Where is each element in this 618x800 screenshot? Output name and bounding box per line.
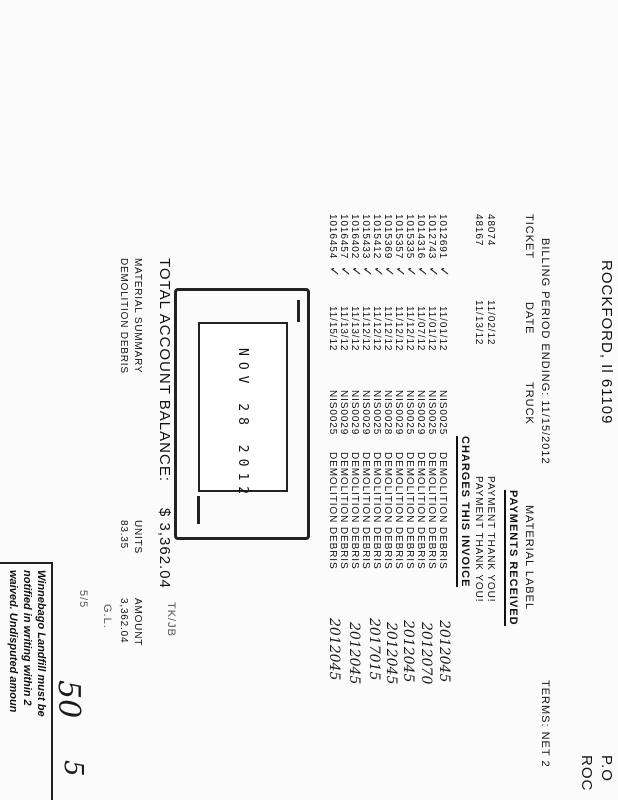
- charge-material: DEMOLITION DEBRIS: [415, 452, 426, 570]
- charge-truck: NIS0029: [393, 390, 404, 436]
- charge-material: DEMOLITION DEBRIS: [371, 452, 382, 570]
- handwritten-note: 2012045: [400, 620, 416, 683]
- charge-material: DEMOLITION DEBRIS: [349, 452, 360, 570]
- charge-material: DEMOLITION DEBRIS: [382, 452, 393, 570]
- billing-period: BILLING PERIOD ENDING: 11/15/2012: [539, 238, 551, 465]
- big-mark-1: 50: [51, 680, 86, 719]
- charge-date: 11/07/12: [415, 306, 426, 352]
- payment-row-2: [473, 214, 484, 714]
- charge-row: [437, 214, 448, 570]
- check-mark-icon: ✓: [381, 266, 396, 277]
- summary-heading: MATERIAL SUMMARY: [132, 258, 143, 374]
- charge-material: DEMOLITION DEBRIS: [327, 452, 338, 570]
- payment-ticket: 48074: [485, 214, 496, 247]
- charge-date: 11/12/12: [360, 306, 371, 352]
- notice-line: Winnebago Landfill must be: [35, 570, 47, 717]
- charge-date: 11/12/12: [382, 306, 393, 352]
- charge-truck: NIS0025: [426, 390, 437, 436]
- charge-ticket: 1014316: [415, 214, 426, 260]
- handwritten-note: 2012045: [346, 622, 362, 685]
- charge-row: [349, 214, 360, 570]
- payment-date: 11/02/12: [485, 300, 496, 346]
- top-right-partial-1: P.O: [598, 755, 615, 782]
- summary-row-amount: 3,362.04: [118, 598, 129, 644]
- charge-date: 11/12/12: [404, 306, 415, 352]
- charge-material: DEMOLITION DEBRIS: [404, 452, 415, 570]
- payment-label: PAYMENT THANK YOU!: [473, 476, 484, 603]
- charge-material: DEMOLITION DEBRIS: [338, 452, 349, 570]
- payment-date: 11/13/12: [473, 300, 484, 346]
- col-truck: TRUCK: [523, 382, 535, 425]
- charge-row: [404, 214, 415, 570]
- charge-material: DEMOLITION DEBRIS: [426, 452, 437, 570]
- charge-date: 11/13/12: [349, 306, 360, 352]
- charge-row: [393, 214, 404, 570]
- stamp-mark: [297, 300, 300, 322]
- summary-row-units: 83.35: [118, 520, 129, 550]
- charge-ticket: 1015335: [404, 214, 415, 260]
- terms: TERMS: NET 2: [539, 680, 551, 768]
- notice-line: waived. Undisputed amoun: [7, 570, 19, 713]
- charge-truck: NIS0029: [360, 390, 371, 436]
- gl-code: 5/5: [77, 590, 89, 609]
- city-line: ROCKFORD, Il 61109: [598, 260, 615, 425]
- payment-label: PAYMENT THANK YOU!: [485, 476, 496, 603]
- charge-truck: NIS0029: [349, 390, 360, 436]
- handwritten-note: 2012070: [418, 622, 434, 685]
- charge-row: [360, 214, 371, 570]
- check-mark-icon: ✓: [326, 266, 341, 277]
- handwritten-note: 2017015: [366, 618, 382, 681]
- charge-truck: NIS0025: [404, 390, 415, 436]
- charge-date: 11/12/12: [371, 306, 382, 352]
- big-mark-2: 5: [58, 760, 88, 777]
- handwritten-note: 2012045: [326, 618, 342, 681]
- charge-material: DEMOLITION DEBRIS: [437, 452, 448, 570]
- notice-line: notified in writing within 2: [21, 570, 33, 706]
- charge-row: [415, 214, 426, 570]
- stamp-date: NOV 28 2012: [235, 348, 250, 501]
- tk-label: TK/JB: [165, 602, 177, 637]
- payment-row-1: [485, 214, 496, 714]
- charge-row: [371, 214, 382, 570]
- balance-value: $ 3,362.04: [156, 508, 173, 589]
- charge-ticket: 1015412: [371, 214, 382, 260]
- charge-ticket: 1016402: [349, 214, 360, 260]
- charge-date: 11/01/12: [437, 306, 448, 352]
- charge-date: 11/13/12: [338, 306, 349, 352]
- check-mark-icon: ✓: [337, 266, 352, 277]
- charge-row: [426, 214, 437, 570]
- charge-ticket: 1016454: [327, 214, 338, 260]
- charge-truck: NIS0029: [415, 390, 426, 436]
- check-mark-icon: ✓: [359, 266, 374, 277]
- handwritten-note: 2012045: [436, 620, 452, 683]
- charge-row: [382, 214, 393, 570]
- check-mark-icon: ✓: [370, 266, 385, 277]
- charge-ticket: 1015433: [360, 214, 371, 260]
- charge-truck: NIS0028: [382, 390, 393, 436]
- top-right-partial-2: ROC: [578, 755, 595, 792]
- charge-truck: NIS0025: [371, 390, 382, 436]
- col-material: MATERIAL LABEL: [523, 505, 535, 611]
- charge-date: 11/12/12: [393, 306, 404, 352]
- charge-row: [327, 214, 338, 570]
- charge-row: [338, 214, 349, 570]
- payments-heading: PAYMENTS RECEIVED: [504, 490, 518, 626]
- charge-truck: NIS0025: [327, 390, 338, 436]
- charges-heading: CHARGES THIS INVOICE: [456, 436, 470, 587]
- balance-label: TOTAL ACCOUNT BALANCE:: [156, 258, 173, 482]
- check-mark-icon: ✓: [414, 266, 429, 277]
- charge-ticket: 1015369: [382, 214, 393, 260]
- charge-date: 11/01/12: [426, 306, 437, 352]
- charge-date: 11/15/12: [327, 306, 338, 352]
- charge-ticket: 1015357: [393, 214, 404, 260]
- charge-material: DEMOLITION DEBRIS: [360, 452, 371, 570]
- stamp-mark: [197, 496, 200, 524]
- summary-row-label: DEMOLITION DEBRIS: [118, 258, 129, 374]
- summary-units-label: UNITS: [132, 520, 143, 554]
- gl-label: G.L.: [101, 604, 113, 629]
- col-date: DATE: [523, 302, 535, 335]
- charge-material: DEMOLITION DEBRIS: [393, 452, 404, 570]
- check-mark-icon: ✓: [392, 266, 407, 277]
- charge-ticket: 1016457: [338, 214, 349, 260]
- check-mark-icon: ✓: [403, 266, 418, 277]
- check-mark-icon: ✓: [436, 266, 451, 277]
- col-ticket: TICKET: [523, 214, 535, 260]
- payment-ticket: 48167: [473, 214, 484, 247]
- charge-ticket: 1012691: [437, 214, 448, 260]
- handwritten-note: 2012045: [383, 622, 399, 685]
- check-mark-icon: ✓: [348, 266, 363, 277]
- charge-truck: NIS0029: [338, 390, 349, 436]
- charge-ticket: 1012743: [426, 214, 437, 260]
- check-mark-icon: ✓: [425, 266, 440, 277]
- summary-amount-label: AMOUNT: [132, 598, 143, 647]
- charge-truck: NIS0025: [437, 390, 448, 436]
